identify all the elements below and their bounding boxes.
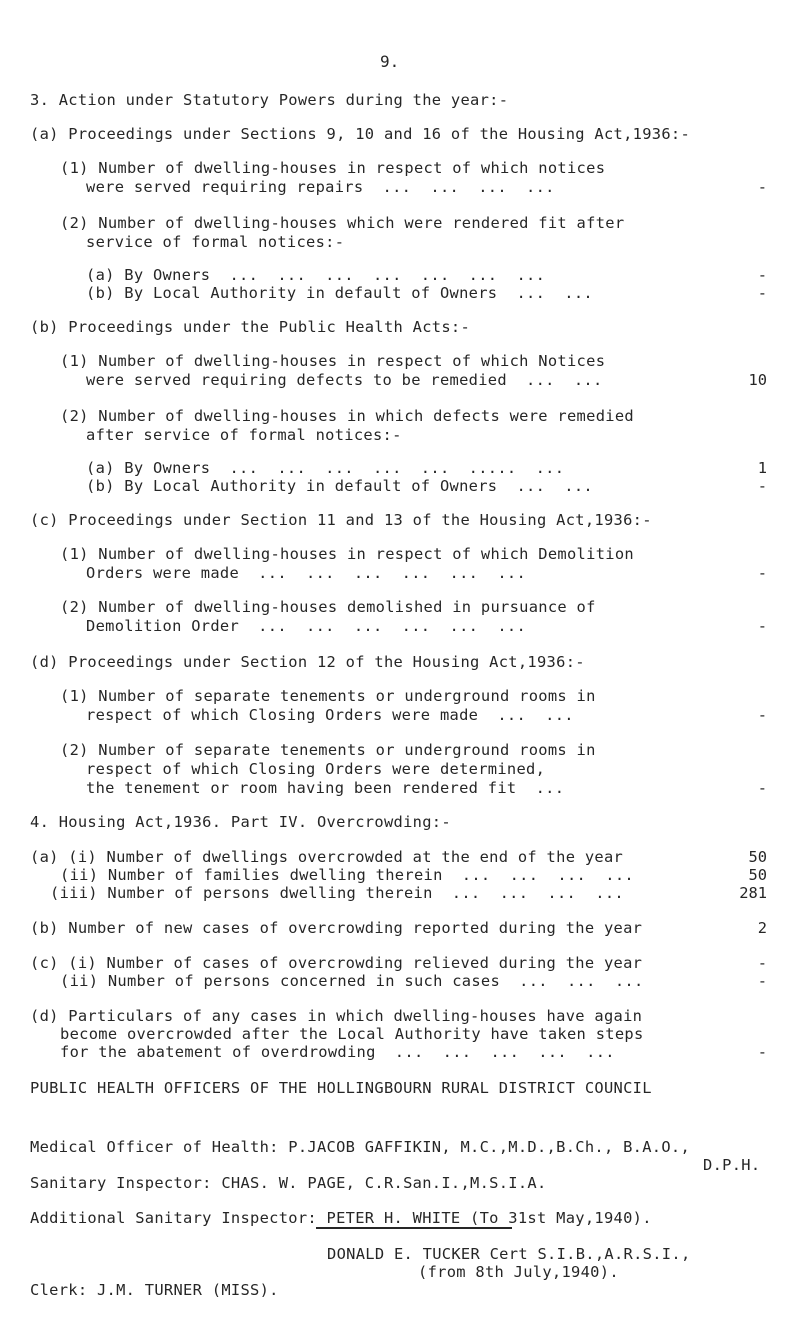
officers-heading: PUBLIC HEALTH OFFICERS OF THE HOLLINGBOURN RURAL DISTRICT COUNCIL (30, 1079, 652, 1097)
s3a-owners-value: - (757, 266, 767, 284)
section-3a-heading: (a) Proceedings under Sections 9, 10 and 16 of the Housing Act,1936:- (30, 125, 691, 143)
s4-b-value: 2 (757, 919, 767, 937)
s4-d-value: - (757, 1043, 767, 1061)
s3b-local-label: (b) By Local Authority in default of Owners ... ... (86, 477, 593, 495)
additional-inspector-line1: Additional Sanitary Inspector: PETER H. WHITE (To 31st May,1940). (30, 1209, 652, 1227)
s3a-item1-line2: were served requiring repairs ... ... ... ... (86, 178, 555, 196)
s3a-item2-line1: (2) Number of dwelling-houses which were rendered fit after (60, 214, 625, 232)
sanitary-inspector: Sanitary Inspector: CHAS. W. PAGE, C.R.San.I.,M.S.I.A. (30, 1174, 547, 1192)
s3d-item1-value: - (757, 706, 767, 724)
s4-a-iii-value: 281 (739, 884, 767, 902)
section-3-heading: 3. Action under Statutory Powers during the year:- (30, 91, 509, 109)
s4-d-line3: for the abatement of overdrowding ... ... ... ... ... (60, 1043, 615, 1061)
additional-inspector-line2: DONALD E. TUCKER Cert S.I.B.,A.R.S.I., (327, 1245, 691, 1263)
clerk: Clerk: J.M. TURNER (MISS). (30, 1281, 279, 1299)
medical-officer-line2: D.P.H. (703, 1156, 761, 1174)
s3b-local-value: - (757, 477, 767, 495)
section-3c-heading: (c) Proceedings under Section 11 and 13 of the Housing Act,1936:- (30, 511, 652, 529)
s3c-item1-value: - (757, 564, 767, 582)
s3b-item2-line1: (2) Number of dwelling-houses in which defects were remedied (60, 407, 634, 425)
s3b-item2-line2: after service of formal notices:- (86, 426, 402, 444)
s3d-item1-line1: (1) Number of separate tenements or underground rooms in (60, 687, 596, 705)
s3c-item2-line2: Demolition Order ... ... ... ... ... ... (86, 617, 527, 635)
s3a-item1-line1: (1) Number of dwelling-houses in respect of which notices (60, 159, 606, 177)
s3c-item1-line2: Orders were made ... ... ... ... ... ... (86, 564, 527, 582)
s3b-item1-value: 10 (748, 371, 767, 389)
section-3b-heading: (b) Proceedings under the Public Health Acts:- (30, 318, 471, 336)
s4-c-i-value: - (757, 954, 767, 972)
s4-a-ii-label: (ii) Number of families dwelling therein ... ... ... ... (60, 866, 634, 884)
s3c-item2-line1: (2) Number of dwelling-houses demolished in pursuance of (60, 598, 596, 616)
s4-c-ii-value: - (757, 972, 767, 990)
s3c-item1-line1: (1) Number of dwelling-houses in respect of which Demolition (60, 545, 634, 563)
section-4-heading: 4. Housing Act,1936. Part IV. Overcrowding:- (30, 813, 451, 831)
s3d-item1-line2: respect of which Closing Orders were made ... ... (86, 706, 574, 724)
s3b-item1-line1: (1) Number of dwelling-houses in respect of which Notices (60, 352, 606, 370)
s3a-local-value: - (757, 284, 767, 302)
s4-a-i-value: 50 (748, 848, 767, 866)
s4-d-line1: (d) Particulars of any cases in which dwelling-houses have again (30, 1007, 643, 1025)
s3d-item2-value: - (757, 779, 767, 797)
s3a-local-label: (b) By Local Authority in default of Owners ... ... (86, 284, 593, 302)
s4-d-line2: become overcrowded after the Local Authority have taken steps (60, 1025, 644, 1043)
s3b-owners-label: (a) By Owners ... ... ... ... ... ..... ... (86, 459, 565, 477)
s4-b-label: (b) Number of new cases of overcrowding reported during the year (30, 919, 643, 937)
s3b-item1-line2: were served requiring defects to be remedied ... ... (86, 371, 603, 389)
s4-a-i-label: (a) (i) Number of dwellings overcrowded at the end of the year (30, 848, 624, 866)
s3b-owners-value: 1 (757, 459, 767, 477)
s3a-item1-value: - (757, 178, 767, 196)
s4-a-ii-value: 50 (748, 866, 767, 884)
s3a-owners-label: (a) By Owners ... ... ... ... ... ... ... (86, 266, 546, 284)
medical-officer-line1: Medical Officer of Health: P.JACOB GAFFIKIN, M.C.,M.D.,B.Ch., B.A.O., (30, 1138, 691, 1156)
s4-c-i-label: (c) (i) Number of cases of overcrowding relieved during the year (30, 954, 643, 972)
s3d-item2-line3: the tenement or room having been rendered fit ... (86, 779, 565, 797)
s3d-item2-line1: (2) Number of separate tenements or underground rooms in (60, 741, 596, 759)
s3a-item2-line2: service of formal notices:- (86, 233, 345, 251)
section-3d-heading: (d) Proceedings under Section 12 of the Housing Act,1936:- (30, 653, 585, 671)
s3d-item2-line2: respect of which Closing Orders were determined, (86, 760, 546, 778)
s3c-item2-value: - (757, 617, 767, 635)
additional-inspector-line3: (from 8th July,1940). (418, 1263, 619, 1281)
s4-a-iii-label: (iii) Number of persons dwelling therein ... ... ... ... (50, 884, 624, 902)
s4-c-ii-label: (ii) Number of persons concerned in such cases ... ... ... (60, 972, 644, 990)
page-number: 9. (380, 52, 400, 71)
